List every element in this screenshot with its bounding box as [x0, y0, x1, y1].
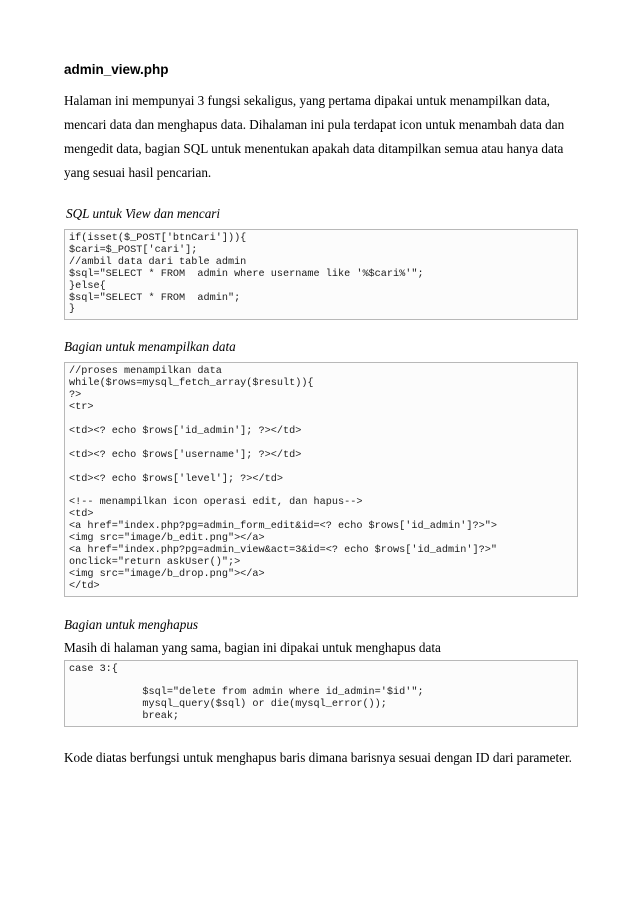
closing-paragraph: Kode diatas berfungsi untuk menghapus baris dimana barisnya sesuai dengan ID dari parameter. [64, 750, 572, 766]
document-page [64, 60, 578, 770]
code-text: case 3:{ $sql="delete from admin where id_admin='$id'"; mysql_query($sql) or die(mysql_error()); break; [69, 663, 424, 723]
code-text: //proses menampilkan data while($rows=mysql_fetch_array($result)){ ?> <tr> <td><? echo $rows['id_admin']; ?></td> <td><? echo $rows['username']; ?></td> <td><? echo $rows['level']; ?></td> <!-- menampilkan icon operasi edit, dan hapus--> <td> <a href="index.php?pg=admin_form_edit&id=<? echo $rows['id_admin']?>"> <img src="image/b_edit.png"></a> <a href="index.php?pg=admin_view&act=3&id=<? echo $rows['id_admin']?>" onclick="return askUser()";> <img src="image/b_drop.png"></a> </td> [69, 366, 497, 592]
code-block [64, 660, 578, 728]
intro-paragraph: Halaman ini mempunyai 3 fungsi sekaligus, yang pertama dipakai untuk menampilkan data, mencari data dan menghapus data. Dihalaman ini pula terdapat icon untuk menambah data dan mengedit data, bagian SQL untuk menentukan apakah data ditampilkan semua atau hanya data yang sesuai hasil pencarian. [64, 93, 565, 180]
section-display-data [64, 338, 578, 596]
section-heading: SQL untuk View dan mencari [66, 206, 221, 221]
section-delete-data [64, 616, 578, 728]
section-description: Masih di halaman yang sama, bagian ini dipakai untuk menghapus data [64, 639, 441, 655]
section-heading: Bagian untuk menampilkan data [64, 339, 236, 355]
code-text: if(isset($_POST['btnCari'])){ $cari=$_POST['cari']; //ambil data dari table admin $sql="SELECT * FROM admin where username like '%$cari%'"; }else{ $sql="SELECT * FROM admin"; } [69, 233, 424, 316]
code-block [64, 229, 578, 320]
document-title: admin_view.php [64, 62, 169, 77]
section-heading: Bagian untuk menghapus [64, 616, 199, 632]
code-block [64, 362, 578, 596]
section-sql-view [64, 205, 578, 320]
